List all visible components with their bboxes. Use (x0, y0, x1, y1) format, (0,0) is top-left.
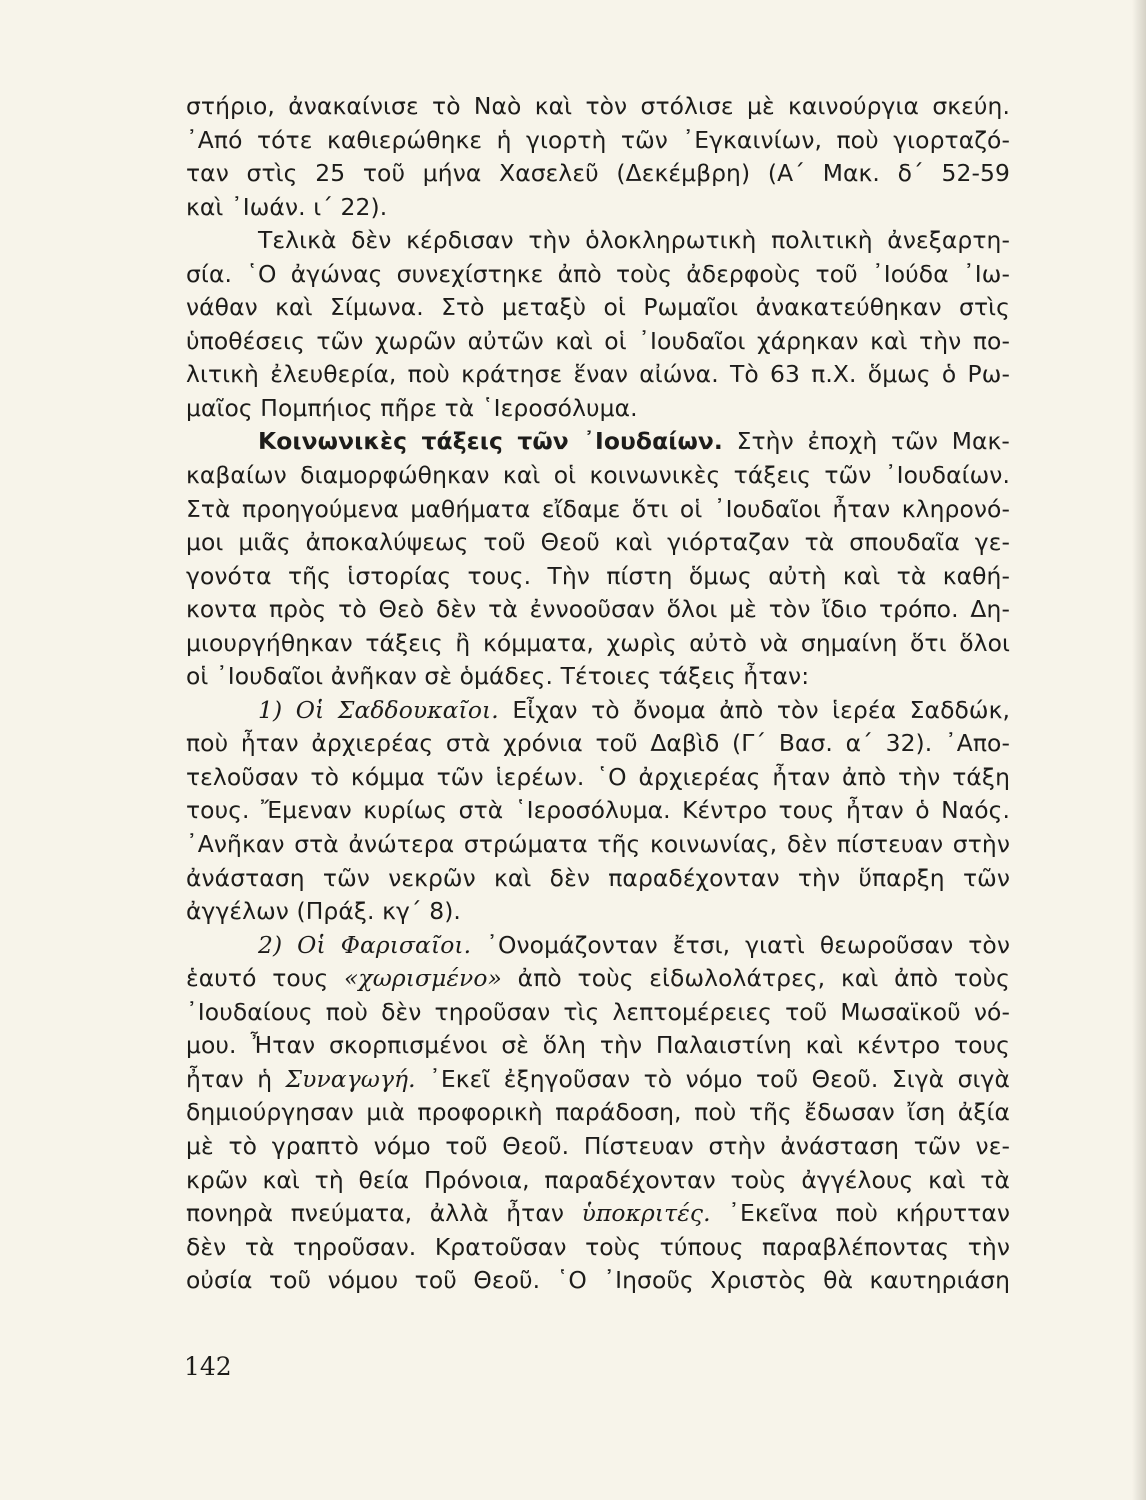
line-text: ᾿Ιουδαίους ποὺ δὲν τηροῦσαν τὶς λεπτομέρειες τοῦ Μωσαϊκοῦ νό- (186, 997, 1010, 1026)
text-line (186, 425, 1010, 459)
line-text: Εἶχαν τὸ ὄνομα ἀπὸ τὸν ἱερέα Σαδδώκ, (498, 695, 1010, 724)
line-text: καὶ ᾿Ιωάν. ι΄ 22). (186, 192, 388, 221)
line-text: ἀνάσταση τῶν νεκρῶν καὶ δὲν παραδέχονταν τὴν ὕπαρξη τῶν (186, 863, 1010, 892)
line-text: οἱ ᾿Ιουδαῖοι ἀνῆκαν σὲ ὁμάδες. Τέτοιες τάξεις ἦταν: (186, 662, 810, 691)
line-text: ᾿Ανῆκαν στὰ ἀνώτερα στρώματα τῆς κοινωνίας, δὲν πίστευαν στὴν (186, 830, 1010, 859)
line-text: σία. ῾Ο ἀγώνας συνεχίστηκε ἀπὸ τοὺς ἀδερφοὺς τοῦ ᾿Ιούδα ᾿Ιω- (186, 259, 1010, 288)
emphasis-text: «χωρισμένο» (344, 964, 502, 993)
body-text (186, 90, 1010, 1298)
line-text: κρῶν καὶ τὴ θεία Πρόνοια, παραδέχονταν τοὺς ἀγγέλους καὶ τὰ (186, 1165, 1010, 1194)
text-line (186, 1164, 1010, 1198)
line-text: μὲ τὸ γραπτὸ νόμο τοῦ Θεοῦ. Πίστευαν στὴν ἀνάσταση τῶν νε- (186, 1131, 1010, 1160)
text-line (186, 560, 1010, 594)
line-text: Στὴν ἐποχὴ τῶν Μακ- (722, 427, 1010, 456)
emphasis-text: ὑποκριτές. (581, 1199, 711, 1228)
line-text: δημιούργησαν μιὰ προφορικὴ παράδοση, ποὺ τῆς ἔδωσαν ἴση ἀξία (186, 1098, 1010, 1127)
line-text: δὲν τὰ τηροῦσαν. Κρατοῦσαν τοὺς τύπους παραβλέποντας τὴν (186, 1232, 1010, 1261)
subsection-heading: 2) Οἱ Φαρισαῖοι. (258, 930, 472, 959)
text-line (186, 191, 1010, 225)
text-line (186, 593, 1010, 627)
line-text: λιτικὴ ἐλευθερία, ποὺ κράτησε ἕναν αἰώνα. Τὸ 63 π.Χ. ὅμως ὁ Ρω- (186, 360, 1010, 389)
text-line (186, 828, 1010, 862)
text-line (186, 258, 1010, 292)
line-text: ταν στὶς 25 τοῦ μήνα Χασελεῦ (Δεκέμβρη) (Α΄ Μακ. δ΄ 52-59 (186, 159, 1010, 188)
text-line (186, 90, 1010, 124)
line-text: ᾿Ονομάζονταν ἔτσι, γιατὶ θεωροῦσαν τὸν (471, 930, 1010, 959)
text-line (186, 1130, 1010, 1164)
text-line (186, 627, 1010, 661)
text-line (186, 1063, 1010, 1097)
text-line (186, 1096, 1010, 1130)
text-line (186, 895, 1010, 929)
line-text: Τελικὰ δὲν κέρδισαν τὴν ὁλοκληρωτικὴ πολιτικὴ ἀνεξαρτη- (258, 226, 1010, 255)
text-line (186, 1231, 1010, 1265)
line-text: οὐσία τοῦ νόμου τοῦ Θεοῦ. ῾Ο ᾿Ιησοῦς Χριστὸς θὰ καυτηριάση (186, 1266, 1010, 1295)
line-text: ποὺ ἦταν ἀρχιερέας στὰ χρόνια τοῦ Δαβὶδ (Γ΄ Βασ. α΄ 32). ᾿Απο- (186, 729, 1010, 758)
line-text: μαῖος Πομπήιος πῆρε τὰ ῾Ιεροσόλυμα. (186, 393, 638, 422)
text-line (186, 291, 1010, 325)
text-line (186, 157, 1010, 191)
text-line (186, 727, 1010, 761)
line-text: νάθαν καὶ Σίμωνα. Στὸ μεταξὺ οἱ Ρωμαῖοι ἀνακατεύθηκαν στὶς (186, 293, 1010, 322)
line-text: στήριο, ἀνακαίνισε τὸ Ναὸ καὶ τὸν στόλισε μὲ καινούργια σκεύη. (186, 92, 1010, 120)
page-number: 142 (184, 1352, 232, 1381)
text-line (186, 124, 1010, 158)
text-line (186, 459, 1010, 493)
text-line (186, 526, 1010, 560)
line-text: καβαίων διαμορφώθηκαν καὶ οἱ κοινωνικὲς τάξεις τῶν ᾿Ιουδαίων. (186, 461, 1010, 490)
line-text: τους. Ἔμεναν κυρίως στὰ ῾Ιεροσόλυμα. Κέντρο τους ἦταν ὁ Ναός. (186, 796, 1010, 825)
text-line (186, 358, 1010, 392)
line-text: ᾿Εκεῖνα ποὺ κήρυτταν (710, 1199, 1011, 1228)
line-text: ἀπὸ τοὺς εἰδωλολάτρες, καὶ ἀπὸ τοὺς (501, 964, 1010, 993)
line-text: γονότα τῆς ἱστορίας τους. Τὴν πίστη ὅμως αὐτὴ καὶ τὰ καθή- (186, 561, 1010, 590)
page-edge-shadow (1132, 0, 1146, 1500)
line-text: Στὰ προηγούμενα μαθήματα εἴδαμε ὅτι οἱ ᾿Ιουδαῖοι ἦταν κληρονό- (186, 494, 1010, 523)
line-text: τελοῦσαν τὸ κόμμα τῶν ἱερέων. ῾Ο ἀρχιερέας ἦταν ἀπὸ τὴν τάξη (186, 762, 1010, 791)
line-text: ᾿Από τότε καθιερώθηκε ἡ γιορτὴ τῶν ᾿Εγκαινίων, ποὺ γιορταζό- (186, 125, 1010, 154)
line-text: κοντα πρὸς τὸ Θεὸ δὲν τὰ ἐννοοῦσαν ὅλοι μὲ τὸν ἴδιο τρόπο. Δη- (186, 595, 1010, 624)
text-line (186, 794, 1010, 828)
line-text: μιουργήθηκαν τάξεις ἢ κόμματα, χωρὶς αὐτὸ νὰ σημαίνη ὅτι ὅλοι (186, 628, 1010, 657)
line-text: ἑαυτό τους (186, 964, 345, 993)
line-text: ὑποθέσεις τῶν χωρῶν αὐτῶν καὶ οἱ ᾿Ιουδαῖοι χάρηκαν καὶ τὴν πο- (186, 326, 1010, 355)
text-line (186, 996, 1010, 1030)
text-line (186, 694, 1010, 728)
text-line (186, 224, 1010, 258)
section-heading: Κοινωνικὲς τάξεις τῶν ᾿Ιουδαίων. (258, 427, 723, 456)
line-text: μου. Ἦταν σκορπισμένοι σὲ ὅλη τὴν Παλαιστίνη καὶ κέντρο τους (186, 1031, 1010, 1060)
subsection-heading: 1) Οἱ Σαδδουκαῖοι. (258, 695, 499, 724)
text-line (186, 962, 1010, 996)
line-text: μοι μιᾶς ἀποκαλύψεως τοῦ Θεοῦ καὶ γιόρταζαν τὰ σπουδαῖα γε- (186, 528, 1010, 557)
line-text: ᾿Εκεῖ ἐξηγοῦσαν τὸ νόμο τοῦ Θεοῦ. Σιγὰ σιγὰ (415, 1064, 1010, 1093)
text-line (186, 761, 1010, 795)
text-line (186, 660, 1010, 694)
text-line (186, 1264, 1010, 1298)
text-line (186, 929, 1010, 963)
text-line (186, 862, 1010, 896)
line-text: πονηρὰ πνεύματα, ἀλλὰ ἦταν (186, 1199, 582, 1228)
text-line (186, 325, 1010, 359)
emphasis-text: Συναγωγή. (285, 1064, 416, 1093)
text-line (186, 1197, 1010, 1231)
text-line (186, 392, 1010, 426)
line-text: ἦταν ἡ (186, 1064, 286, 1093)
line-text: ἀγγέλων (Πράξ. κγ΄ 8). (186, 897, 461, 926)
text-line (186, 493, 1010, 527)
text-line (186, 1029, 1010, 1063)
